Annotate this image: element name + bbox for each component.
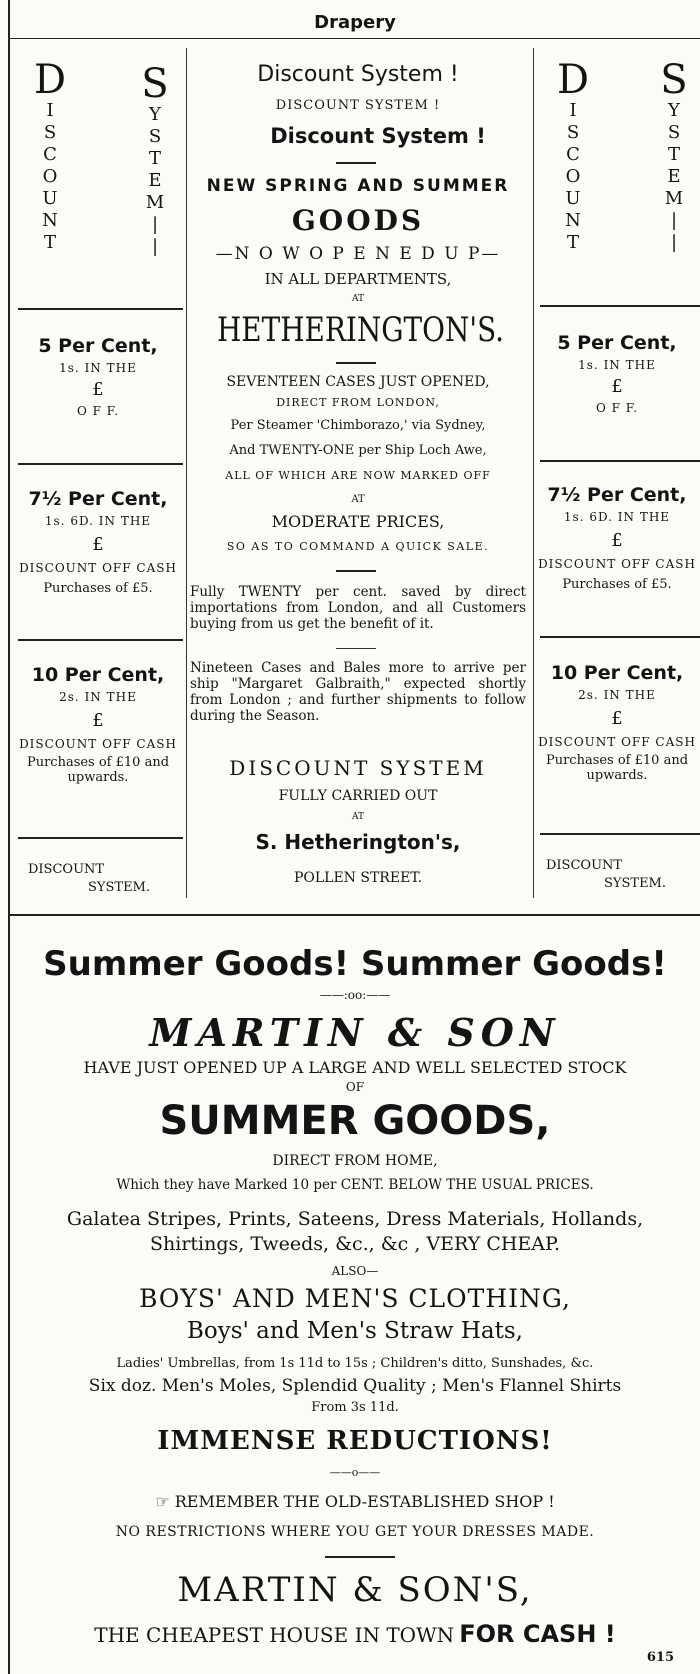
direct-from-home: DIRECT FROM HOME, [272, 1153, 438, 1169]
vertical-letter: U [565, 188, 581, 209]
summer-goods-title: SUMMER GOODS, [159, 1098, 551, 1144]
vertical-letter: Y [668, 100, 680, 121]
shirtings-tweeds: Shirtings, Tweeds, &c., &c , VERY CHEAP. [149, 1233, 560, 1255]
vertical-letter: | [151, 214, 159, 235]
vertical-letter: N [565, 210, 581, 231]
center-seventeen-cases: SEVENTEEN CASES JUST OPENED, [226, 374, 490, 390]
vertical-letter: C [566, 144, 580, 165]
vertical-letter: S [148, 126, 162, 147]
center-per-steamer: Per Steamer 'Chimborazo,' via Sydney, [230, 418, 486, 433]
also-label: ALSO— [331, 1264, 379, 1278]
section-divider [10, 914, 700, 916]
remember-line [10, 1492, 700, 1511]
center-s-hetherington: S. Hetherington's, [255, 830, 461, 854]
vertical-letter: S [141, 61, 169, 107]
right-7pct-heading: 7½ Per Cent, [547, 484, 687, 506]
right-10pct-rate: 2s. IN THE [578, 688, 656, 702]
martin-sons-footer: MARTIN & SON'S, [177, 1570, 533, 1610]
center-dash-3 [336, 570, 376, 572]
left-7pct-heading: 7½ Per Cent, [28, 488, 168, 510]
vertical-letter: T [667, 144, 680, 165]
left-rule-3 [18, 639, 183, 641]
center-paragraph-2: Nineteen Cases and Bales more to arrive per ship "Margaret Galbraith," expected shortly from London ; and further shipments to follow during the Season. [190, 660, 526, 724]
left-5pct-pound: £ [92, 379, 104, 400]
right-7pct-pound: £ [611, 530, 623, 551]
center-direct-london: DIRECT FROM LONDON, [276, 396, 440, 409]
center-at-2: AT [351, 494, 365, 505]
vertical-letter: | [670, 210, 678, 231]
for-cash-text: FOR CASH ! [459, 1620, 616, 1648]
from-3s-11d: From 3s 11d. [311, 1400, 399, 1415]
right-footer-system: SYSTEM. [604, 876, 666, 891]
vertical-letter: O [565, 166, 581, 187]
center-dash-1 [336, 162, 376, 164]
center-hetherington-title: HETHERINGTON'S. [216, 310, 505, 350]
vertical-letter: | [151, 236, 159, 257]
center-at-3: AT [351, 812, 364, 822]
center-new-spring: NEW SPRING AND SUMMER [206, 176, 510, 196]
center-quick-sale: SO AS TO COMMAND A QUICK SALE. [226, 540, 490, 553]
vertical-letter: | [670, 232, 678, 253]
short-rule [325, 1556, 395, 1558]
right-rule-1 [540, 305, 700, 307]
straw-hats: Boys' and Men's Straw Hats, [187, 1318, 523, 1344]
ladies-umbrellas: Ladies' Umbrellas, from 1s 11d to 15s ; Children's ditto, Sunshades, &c. [116, 1356, 594, 1371]
marked-10-per-cent: Which they have Marked 10 per CENT. BELOW THE USUAL PRICES. [116, 1177, 594, 1193]
right-10pct-line2: Purchases of £10 and [545, 753, 689, 768]
center-discount-3: Discount System ! [270, 124, 486, 148]
left-10pct-line1: DISCOUNT OFF CASH [19, 737, 177, 751]
martin-son-name: MARTIN & SON [149, 1010, 561, 1055]
vertical-letter: Y [149, 104, 161, 125]
center-dash-4 [336, 648, 376, 649]
vertical-letter: E [148, 170, 162, 191]
center-discount-system: DISCOUNT SYSTEM [229, 756, 487, 780]
left-footer-system: SYSTEM. [88, 880, 150, 895]
vertical-letter: I [46, 100, 54, 121]
pointing-hand-icon: ☞ [155, 1492, 170, 1511]
right-block-7pct [534, 484, 700, 592]
vertical-letter: D [33, 57, 67, 103]
right-5pct-rate: 1s. IN THE [578, 358, 656, 372]
section-header: Drapery [314, 12, 396, 33]
center-departments: IN ALL DEPARTMENTS, [264, 270, 452, 288]
left-block-10pct [10, 664, 186, 785]
left-discount-vertical [30, 57, 70, 254]
immense-reductions: IMMENSE REDUCTIONS! [157, 1426, 553, 1456]
left-margin-rule [8, 0, 10, 1674]
center-fully-carried: FULLY CARRIED OUT [278, 788, 438, 804]
of-label: OF [345, 1080, 365, 1094]
cheapest-house-line [10, 1620, 700, 1648]
left-5pct-off: O F F. [76, 404, 120, 418]
right-7pct-line1: DISCOUNT OFF CASH [538, 557, 696, 571]
left-7pct-line2: Purchases of £5. [43, 581, 153, 596]
right-rule-2 [540, 460, 700, 462]
left-rule-1 [18, 308, 183, 310]
right-10pct-heading: 10 Per Cent, [550, 662, 684, 684]
galatea-stripes: Galatea Stripes, Prints, Sateens, Dress Materials, Hollands, [66, 1208, 644, 1230]
right-5pct-off: O F F. [595, 401, 639, 415]
vertical-letter: M [664, 188, 684, 209]
center-paragraph-1: Fully TWENTY per cent. saved by direct importations from London, and all Customers buying from us get the benefit of it. [190, 584, 526, 632]
right-10pct-pound: £ [611, 708, 623, 729]
right-5pct-heading: 5 Per Cent, [557, 332, 677, 354]
vertical-letter: E [667, 166, 681, 187]
vertical-letter: D [556, 57, 590, 103]
mens-moles: Six doz. Men's Moles, Splendid Quality ; Men's Flannel Shirts [88, 1376, 622, 1396]
center-moderate-prices: MODERATE PRICES, [271, 512, 445, 531]
right-7pct-rate: 1s. 6D. IN THE [563, 510, 671, 524]
vertical-letter: C [43, 144, 57, 165]
remember-text: REMEMBER THE OLD-ESTABLISHED SHOP ! [174, 1492, 555, 1511]
center-now-opened: —N O W O P E N E D U P— [215, 244, 501, 264]
right-rule-4 [540, 833, 700, 835]
vertical-letter: O [42, 166, 58, 187]
cheapest-house-text: THE CHEAPEST HOUSE IN TOWN [94, 1623, 455, 1647]
vertical-letter: T [148, 148, 161, 169]
center-goods: GOODS [291, 204, 425, 237]
left-block-5pct [10, 335, 186, 418]
center-all-of-which: ALL OF WHICH ARE NOW MARKED OFF [225, 469, 491, 482]
left-rule-2 [18, 463, 183, 465]
center-at-1: AT [351, 294, 364, 304]
vertical-letter: T [43, 232, 56, 253]
left-10pct-rate: 2s. IN THE [59, 690, 137, 704]
center-discount-2: DISCOUNT SYSTEM ! [275, 98, 441, 113]
center-column [186, 0, 530, 900]
center-discount-1: Discount System ! [257, 62, 459, 87]
vertical-letter: S [667, 122, 681, 143]
center-pollen-street: POLLEN STREET. [293, 870, 423, 886]
vertical-letter: I [569, 100, 577, 121]
vertical-letter: S [660, 57, 688, 103]
left-7pct-line1: DISCOUNT OFF CASH [19, 561, 177, 575]
left-5pct-heading: 5 Per Cent, [38, 335, 158, 357]
left-10pct-heading: 10 Per Cent, [31, 664, 165, 686]
have-just-opened: HAVE JUST OPENED UP A LARGE AND WELL SELECTED STOCK [83, 1058, 627, 1077]
right-block-5pct [534, 332, 700, 415]
vertical-letter: T [566, 232, 579, 253]
right-system-vertical [656, 57, 692, 254]
vertical-letter: U [42, 188, 58, 209]
vertical-letter: S [566, 122, 580, 143]
right-block-10pct [534, 662, 700, 783]
left-10pct-line2: Purchases of £10 and [26, 755, 170, 770]
vertical-letter: N [42, 210, 58, 231]
left-10pct-pound: £ [92, 710, 104, 731]
vertical-letter: M [145, 192, 165, 213]
summer-goods-headline: Summer Goods! Summer Goods! [43, 944, 667, 984]
left-footer-discount: DISCOUNT [28, 862, 105, 877]
no-restrictions: NO RESTRICTIONS WHERE YOU GET YOUR DRESSES MADE. [115, 1524, 595, 1540]
center-twenty-one: And TWENTY-ONE per Ship Loch Awe, [229, 443, 487, 458]
right-footer-discount: DISCOUNT [546, 858, 623, 873]
ornament-rule-2: ——o—— [329, 1466, 381, 1479]
ornament-rule-1: ——:oo:—— [319, 988, 391, 1002]
right-5pct-pound: £ [611, 376, 623, 397]
right-rule-3 [540, 636, 700, 638]
left-system-vertical [140, 61, 170, 258]
right-10pct-line1: DISCOUNT OFF CASH [538, 735, 696, 749]
vertical-letter: S [43, 122, 57, 143]
left-block-7pct [10, 488, 186, 596]
page-number: 615 [646, 1650, 674, 1665]
left-rule-4 [18, 837, 183, 839]
right-10pct-line3: upwards. [586, 768, 648, 783]
right-discount-vertical [553, 57, 593, 254]
right-7pct-line2: Purchases of £5. [562, 577, 672, 592]
left-7pct-pound: £ [92, 534, 104, 555]
center-dash-2 [336, 362, 376, 364]
boys-mens-clothing: BOYS' AND MEN'S CLOTHING, [139, 1284, 571, 1313]
left-5pct-rate: 1s. IN THE [59, 361, 137, 375]
left-7pct-rate: 1s. 6D. IN THE [44, 514, 152, 528]
left-10pct-line3: upwards. [67, 770, 129, 785]
